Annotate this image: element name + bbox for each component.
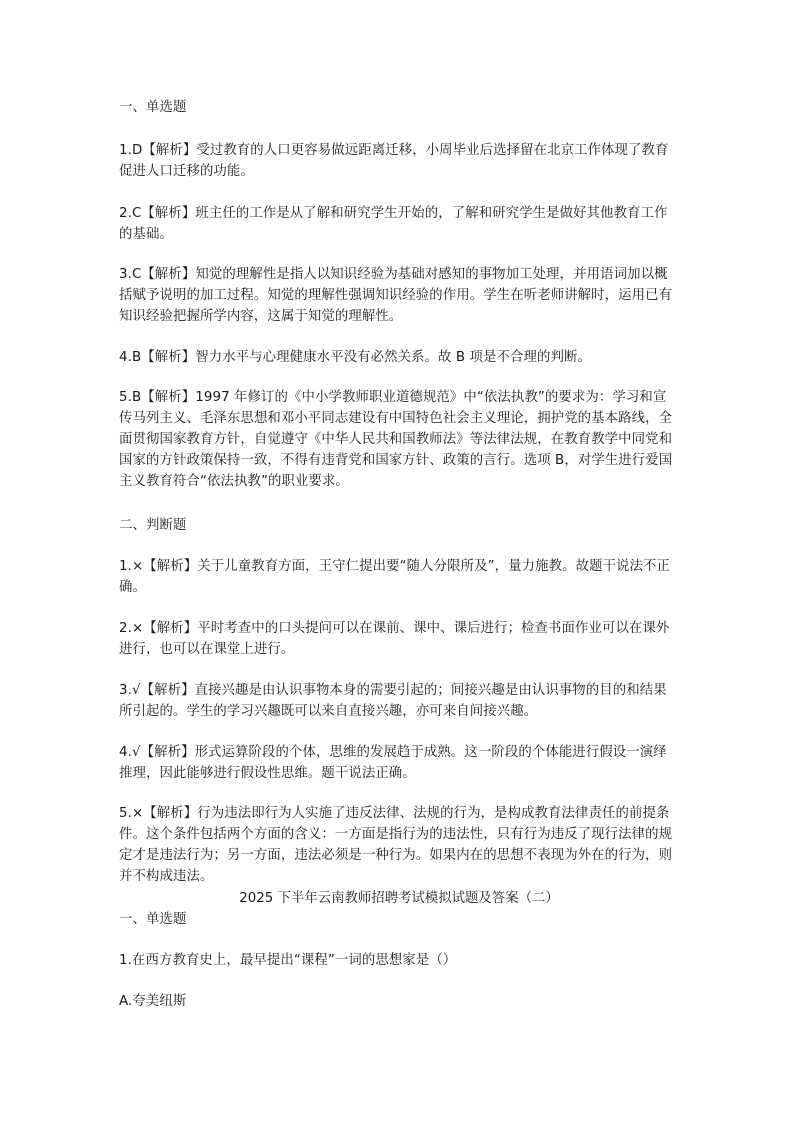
answer-item: 4.B【解析】智力水平与心理健康水平没有必然关系。故 B 项是不合理的判断。 — [119, 350, 591, 365]
section-title-single-choice-2: 一、单选题 — [119, 912, 187, 927]
answer-item: 1.D【解析】受过教育的人口更容易做远距离迁移，小周毕业后选择留在北京工作体现了教育促进人口迁移的功能。 — [119, 143, 669, 179]
question-item: 1.在西方教育史上，最早提出“课程”一词的思想家是（） — [119, 953, 457, 968]
answer-item: 4.√【解析】形式运算阶段的个体，思维的发展趋于成熟。这一阶段的个体能进行假设一演绎推理，因此能够进行假设性思维。题干说法正确。 — [119, 745, 667, 781]
answer-item: 3.√【解析】直接兴趣是由认识事物本身的需要引起的；间接兴趣是由认识事物的目的和结果所引起的。学生的学习兴趣既可以来自直接兴趣，亦可来自间接兴趣。 — [119, 683, 667, 719]
answer-item: 1.×【解析】关于儿童教育方面，王守仁提出要“随人分限所及”，量力施教。故题干说法不正确。 — [119, 559, 671, 595]
answer-item: 2.C【解析】班主任的工作是从了解和研究学生开始的，了解和研究学生是做好其他教育工作的基础。 — [119, 206, 668, 242]
answer-item: 3.C【解析】知觉的理解性是指人以知识经验为基础对感知的事物加工处理，并用语词加以概括赋予说明的加工过程。知觉的理解性强调知识经验的作用。学生在听老师讲解时，运用已有知识经验把握所学内容，这属于知觉的理解性。 — [119, 267, 673, 324]
option-item: A.夸美纽斯 — [119, 994, 187, 1009]
answer-item: 5.×【解析】行为违法即行为人实施了违反法律、法规的行为，是构成教育法律责任的前提条件。这个条件包括两个方面的含义：一方面是指行为的违法性，只有行为违反了现行法律的规定才是违法行为；另一方面，违法必须是一种行为。如果内在的思想不表现为外在的行为，则并不构成违法。 — [119, 806, 673, 884]
answer-item: 5.B【解析】1997 年修订的《中小学教师职业道德规范》中“依法执教”的要求为：学习和宣传马列主义、毛泽东思想和邓小平同志建设有中国特色社会主义理论，拥护党的基本路线，全面贯彻国家教育方针，自觉遵守《中华人民共和国教师法》等法律法规，在教育教学中同党和国家的方针政策保持一致，不得有违背党和国家方针、政策的言行。选项 B，对学生进行爱国主义教育符合“依法执教”的职业要求。 — [119, 390, 673, 489]
exam-title: 2025 下半年云南教师招聘考试模拟试题及答案（二） — [239, 891, 559, 906]
answer-item: 2.×【解析】平时考查中的口头提问可以在课前、课中、课后进行；检查书面作业可以在课外进行，也可以在课堂上进行。 — [119, 621, 670, 657]
section-title-single-choice: 一、单选题 — [119, 100, 187, 115]
section-title-true-false: 二、判断题 — [119, 518, 187, 533]
